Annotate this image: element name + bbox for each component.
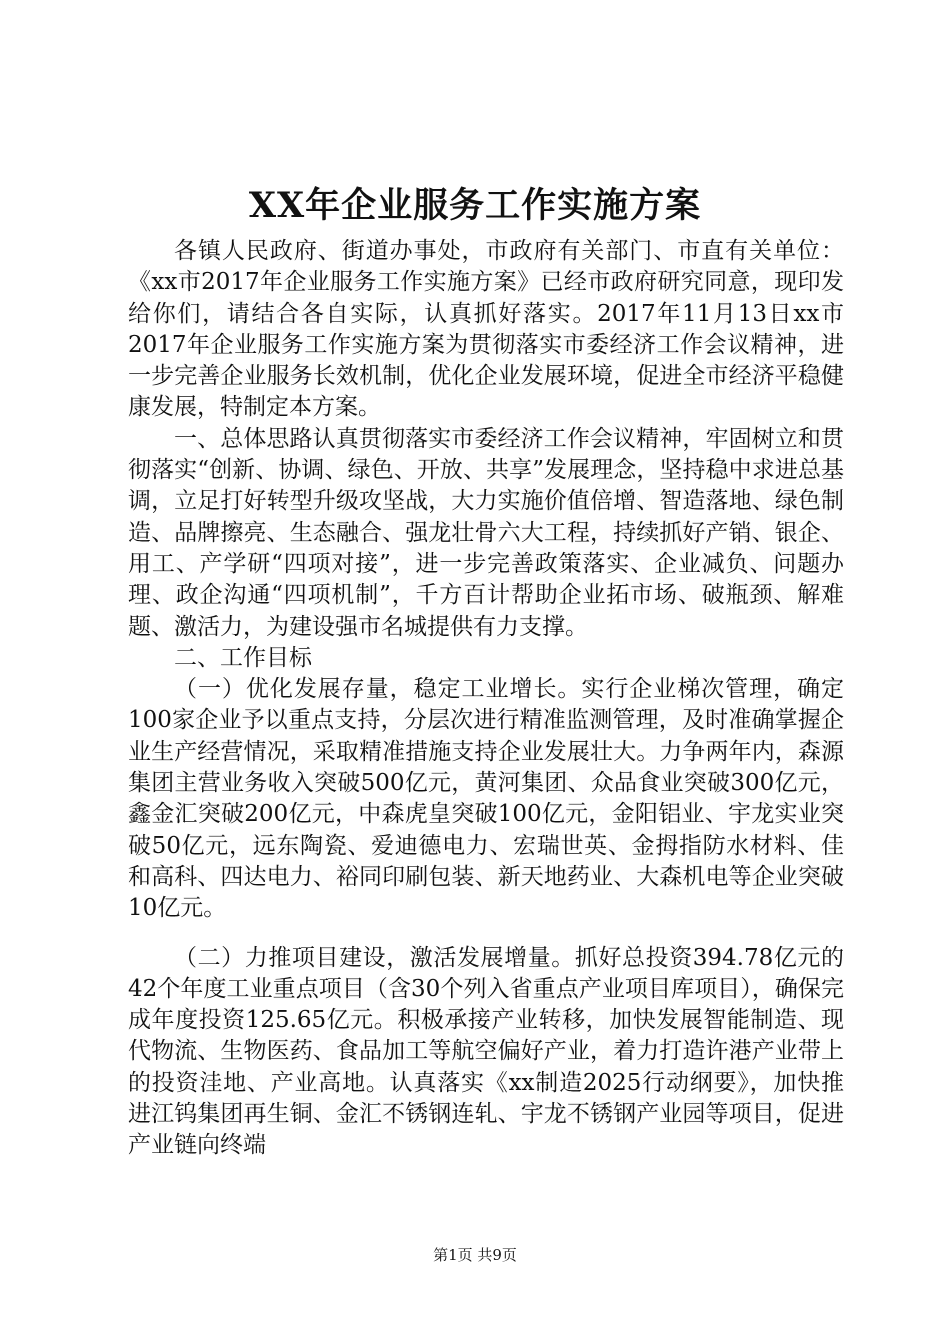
paragraph-intro: 各镇人民政府、街道办事处，市政府有关部门、市直有关单位：《xx市2017年企业服务工作实施方案》已经市政府研究同意，现印发给你们，请结合各自实际，认真抓好落实。2017年11月13日xx市2017年企业服务工作实施方案为贯彻落实市委经济工作会议精神，进一步完善企业服务长效机制，优化企业发展环境，促进全市经济平稳健康发展，特制定本方案。	[128, 238, 844, 421]
section-heading-goals: 二、工作目标	[174, 644, 312, 671]
page-number-footer: 第1页 共9页	[433, 1246, 517, 1264]
document-title: XX年企业服务工作实施方案	[248, 185, 702, 226]
paragraph-goal-1: （一）优化发展存量，稳定工业增长。实行企业梯次管理，确定100家企业予以重点支持，分层次进行精准监测管理，及时准确掌握企业生产经营情况，采取精准措施支持企业发展壮大。力争两年内，森源集团主营业务收入突破500亿元，黄河集团、众品食业突破300亿元，鑫金汇突破200亿元，中森虎皇突破100亿元，金阳铝业、宇龙实业突破50亿元，远东陶瓷、爱迪德电力、宏瑞世英、金拇指防水材料、佳和高科、四达电力、裕同印刷包装、新天地药业、大森机电等企业突破10亿元。	[128, 676, 844, 922]
document-body	[128, 236, 844, 1162]
paragraph-overall-approach: 一、总体思路认真贯彻落实市委经济工作会议精神，牢固树立和贯彻落实“创新、协调、绿色、开放、共享”发展理念，坚持稳中求进总基调，立足打好转型升级攻坚战，大力实施价值倍增、智造落地、绿色制造、品牌擦亮、生态融合、强龙壮骨六大工程，持续抓好产销、银企、用工、产学研“四项对接”，进一步完善政策落实、企业减负、问题办理、政企沟通“四项机制”，千方百计帮助企业拓市场、破瓶颈、解难题、激活力，为建设强市名城提供有力支撑。	[128, 425, 844, 640]
paragraph-goal-2: （二）力推项目建设，激活发展增量。抓好总投资394.78亿元的42个年度工业重点项目（含30个列入省重点产业项目库项目），确保完成年度投资125.65亿元。积极承接产业转移，加快发展智能制造、现代物流、生物医药、食品加工等航空偏好产业，着力打造许港产业带上的投资洼地、产业高地。认真落实《xx制造2025行动纲要》，加快推进江钨集团再生铜、金汇不锈钢连轧、宇龙不锈钢产业园等项目，促进产业链向终端	[128, 944, 844, 1159]
